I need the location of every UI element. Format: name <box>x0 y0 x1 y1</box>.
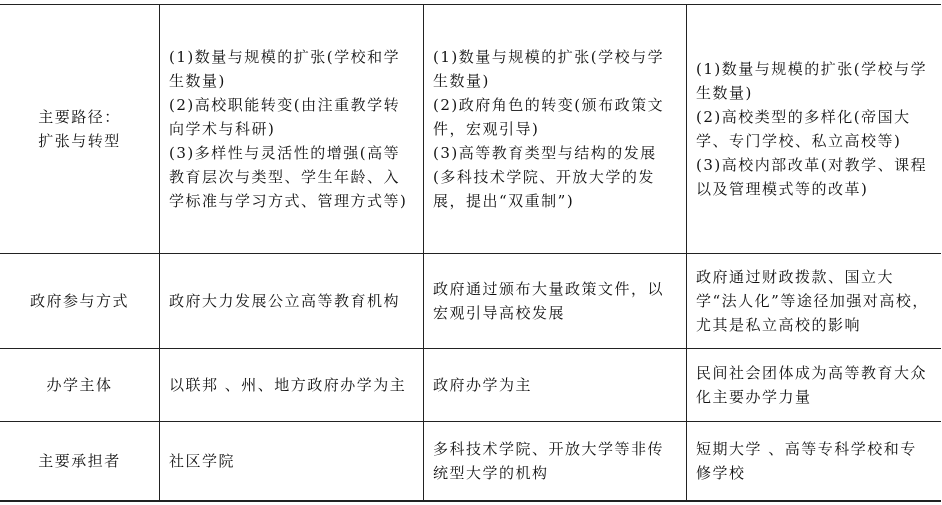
cell-item: 社区学院 <box>169 452 236 470</box>
table-cell <box>687 349 942 422</box>
cell-item: 政府通过颁布大量政策文件，以宏观引导高校发展 <box>433 280 665 322</box>
table-cell <box>424 349 687 422</box>
cell-item: 民间社会团体成为高等教育大众化主要办学力量 <box>696 364 928 406</box>
cell-item: 以联邦 、州、地方政府办学为主 <box>169 376 407 394</box>
table-cell <box>687 422 942 502</box>
cell-item: (2)政府角色的转变(颁布政策文件，宏观引导) <box>433 96 665 138</box>
table-cell <box>160 5 424 254</box>
table-cell <box>424 5 687 254</box>
cell-item: (1)数量与规模的扩张(学校与学生数量) <box>696 60 928 102</box>
table-cell <box>424 254 687 349</box>
cell-item: (1)数量与规模的扩张(学校与学生数量) <box>433 48 665 90</box>
table-cell <box>687 5 942 254</box>
table-cell <box>424 422 687 502</box>
cell-item: (2)高校类型的多样化(帝国大学、专门学校、私立高校等) <box>696 108 911 150</box>
cell-item: (2)高校职能转变(由注重教学转向学术与科研) <box>169 96 401 138</box>
table-cell <box>160 254 424 349</box>
row-label-line: 主要路径： <box>38 108 121 126</box>
cell-item: (3)多样性与灵活性的增强(高等教育层次与类型、学生年龄、入学标准与学习方式、管理方式等) <box>169 144 408 210</box>
table-cell <box>687 254 942 349</box>
row-label-line: 扩张与转型 <box>38 132 121 150</box>
cell-item: 短期大学 、高等专科学校和专修学校 <box>696 440 917 482</box>
table-row <box>0 5 941 254</box>
table-cell <box>160 349 424 422</box>
cell-item: 政府办学为主 <box>433 376 533 394</box>
cell-item: (1)数量与规模的扩张(学校和学生数量) <box>169 48 401 90</box>
row-label <box>0 254 160 349</box>
comparison-table <box>0 4 941 502</box>
row-label <box>0 349 160 422</box>
row-label-line: 政府参与方式 <box>29 292 129 310</box>
table-row <box>0 422 941 502</box>
table-row <box>0 349 941 422</box>
table-row <box>0 254 941 349</box>
cell-item: 政府通过财政拨款、国立大学“法人化”等途径加强对高校，尤其是私立高校的影响 <box>696 268 929 334</box>
cell-item: 多科技术学院、开放大学等非传统型大学的机构 <box>433 440 665 482</box>
row-label-line: 办学主体 <box>46 376 113 394</box>
cell-item: 政府大力发展公立高等教育机构 <box>169 292 401 310</box>
row-label <box>0 422 160 502</box>
cell-item: (3)高等教育类型与结构的发展(多科技术学院、开放大学的发展，提出“双重制”) <box>433 144 657 210</box>
row-label-line: 主要承担者 <box>38 452 121 470</box>
table-cell <box>160 422 424 502</box>
cell-item: (3)高校内部改革(对教学、课程以及管理模式等的改革) <box>696 156 928 198</box>
row-label <box>0 5 160 254</box>
